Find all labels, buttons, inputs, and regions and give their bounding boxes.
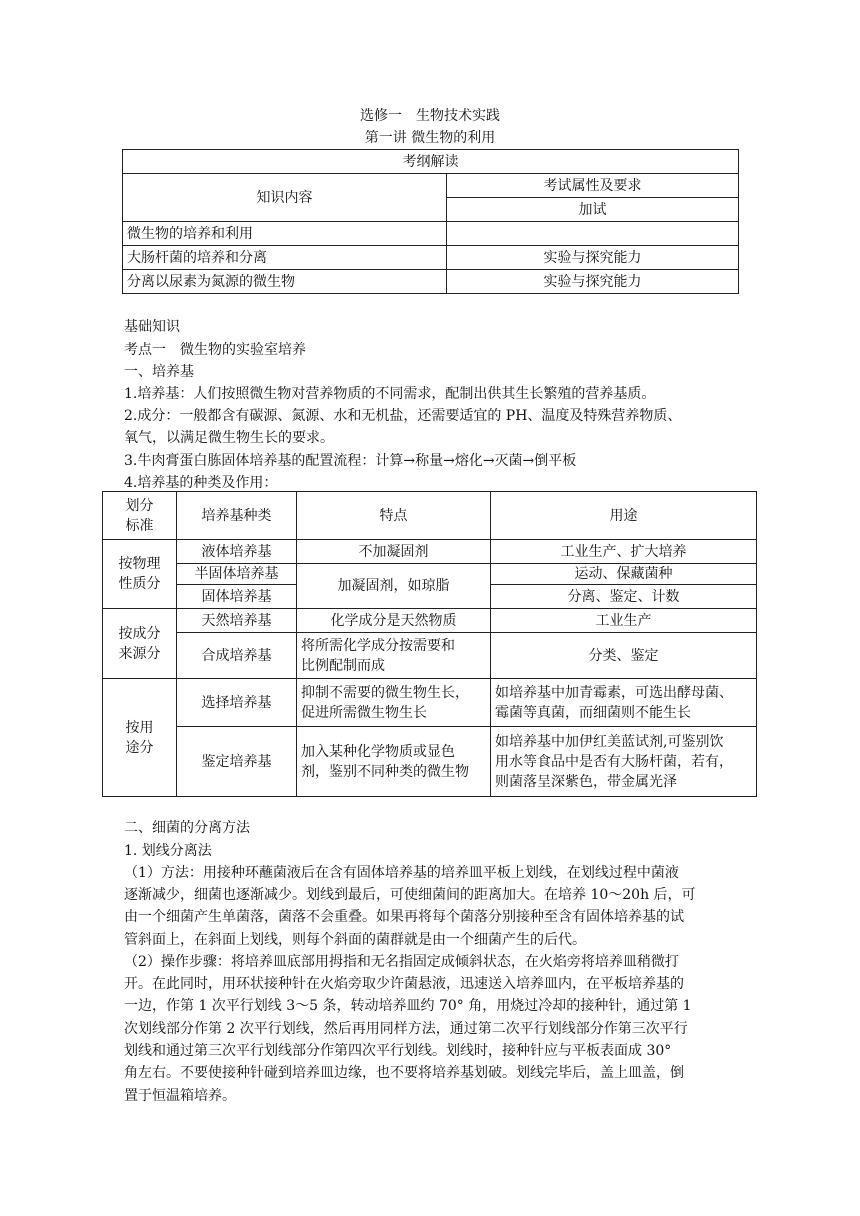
header-use: 用途: [491, 492, 757, 540]
paragraph-line: 由一个细菌产生单菌落，菌落不会重叠。如果再将每个菌落分别接种至含有固体培养基的试: [124, 909, 684, 925]
use-cell: 工业生产: [491, 609, 757, 633]
table-row: [103, 727, 757, 797]
type-cell: 固体培养基: [177, 585, 297, 609]
feature-cell: 抑制不需要的微生物生长， 促进所需微生物生长: [297, 679, 491, 727]
use-cell: 分离、鉴定、计数: [491, 585, 757, 609]
feature-cell: 加凝固剂，如琼脂: [297, 564, 491, 609]
paragraph: 4.培养基的种类及作用：: [124, 475, 278, 491]
section-basics: 基础知识: [124, 319, 180, 335]
use-cell: 如培养基中加青霉素，可选出酵母菌、 霉菌等真菌，而细菌则不能生长: [491, 679, 757, 727]
subsection-heading: 二、细菌的分离方法: [124, 820, 250, 836]
chapter-title: 选修一 生物技术实践: [360, 108, 500, 124]
table-row: [103, 609, 757, 633]
lecture-title: 第一讲 微生物的利用: [364, 130, 496, 146]
table-row: [123, 222, 739, 246]
group-use: 按用 途分: [103, 679, 177, 797]
media-types-table: [102, 491, 757, 797]
requirement-cell: 实验与探究能力: [447, 270, 739, 294]
paragraph-line: 置于恒温箱培养。: [124, 1088, 236, 1104]
paragraph-line: 一边，作第 1 次平行划线 3～5 条，转动培养皿约 70° 角，用烧过冷却的接种针，通过第 1: [124, 998, 692, 1014]
knowledge-cell: 大肠杆菌的培养和分离: [123, 246, 447, 270]
paragraph: 氧气，以满足微生物生长的要求。: [124, 430, 334, 446]
header-media-type: 培养基种类: [177, 492, 297, 540]
col-knowledge-content: 知识内容: [123, 174, 447, 222]
paragraph-line: 管斜面上，在斜面上划线，则每个斜面的菌群就是由一个细菌产生的后代。: [124, 932, 586, 948]
type-cell: 合成培养基: [177, 633, 297, 679]
paragraph: 3.牛肉膏蛋白胨固体培养基的配置流程：计算→称量→熔化→灭菌→倒平板: [124, 453, 577, 469]
paragraph-line: （2）操作步骤：将培养皿底部用拇指和无名指固定成倾斜状态，在火焰旁将培养皿稍微打: [124, 954, 679, 970]
syllabus-caption: 考纲解读: [123, 150, 739, 174]
table-row: [123, 270, 739, 294]
type-cell: 液体培养基: [177, 540, 297, 564]
feature-cell: 化学成分是天然物质: [297, 609, 491, 633]
col-advanced-level: 加试: [447, 198, 739, 222]
paragraph-line: 划线和通过第三次平行划线部分作第四次平行划线。划线时，接种针应与平板表面成 30°: [124, 1043, 672, 1059]
table-row: [103, 633, 757, 679]
feature-cell: 将所需化学成分按需要和 比例配制而成: [297, 633, 491, 679]
use-cell: 工业生产、扩大培养: [491, 540, 757, 564]
knowledge-cell: 微生物的培养和利用: [123, 222, 447, 246]
type-cell: 鉴定培养基: [177, 727, 297, 797]
group-physical: 按物理 性质分: [103, 540, 177, 609]
paragraph-line: 角左右。不要使接种针碰到培养皿边缘，也不要将培养基划破。划线完毕后，盖上皿盖，倒: [124, 1065, 684, 1081]
header-classification: 划分 标准: [103, 492, 177, 540]
type-cell: 选择培养基: [177, 679, 297, 727]
requirement-cell: [447, 222, 739, 246]
use-cell: 如培养基中加伊红美蓝试剂,可鉴别饮 用水等食品中是否有大肠杆菌，若有， 则菌落呈深紫色，带金属光泽: [491, 727, 757, 797]
knowledge-cell: 分离以尿素为氮源的微生物: [123, 270, 447, 294]
table-row: [103, 679, 757, 727]
paragraph: 1.培养基：人们按照微生物对营养物质的不同需求，配制出供其生长繁殖的营养基质。: [124, 386, 656, 402]
point-heading: 考点一 微生物的实验室培养: [124, 342, 306, 358]
subsection-heading: 一、培养基: [124, 364, 194, 380]
paragraph-line: 逐渐减少，细菌也逐渐减少。划线到最后，可使细菌间的距离加大。在培养 10～20h 后，可: [124, 887, 696, 903]
requirement-cell: 实验与探究能力: [447, 246, 739, 270]
header-feature: 特点: [297, 492, 491, 540]
syllabus-table: [122, 149, 739, 294]
paragraph-line: 开。在此同时，用环状接种针在火焰旁取少许菌悬液，迅速送入培养皿内，在平板培养基的: [124, 976, 684, 992]
type-cell: 半固体培养基: [177, 564, 297, 585]
table-row: [103, 540, 757, 564]
use-cell: 运动、保藏菌种: [491, 564, 757, 585]
col-exam-attributes: 考试属性及要求: [447, 174, 739, 198]
paragraph-line: （1）方法：用接种环蘸菌液后在含有固体培养基的培养皿平板上划线，在划线过程中菌液: [124, 865, 679, 881]
use-cell: 分类、鉴定: [491, 633, 757, 679]
table-row: [123, 246, 739, 270]
paragraph: 2.成分：一般都含有碳源、氮源、水和无机盐，还需要适宜的 PH、温度及特殊营养物质、: [124, 408, 682, 424]
paragraph-line: 次划线部分作第 2 次平行划线，然后再用同样方法，通过第二次平行划线部分作第三次平行: [124, 1021, 688, 1037]
feature-cell: 不加凝固剂: [297, 540, 491, 564]
type-cell: 天然培养基: [177, 609, 297, 633]
table-row: [103, 564, 757, 585]
method-heading: 1. 划线分离法: [124, 843, 212, 859]
feature-cell: 加入某种化学物质或显色 剂，鉴别不同种类的微生物: [297, 727, 491, 797]
group-source: 按成分 来源分: [103, 609, 177, 679]
